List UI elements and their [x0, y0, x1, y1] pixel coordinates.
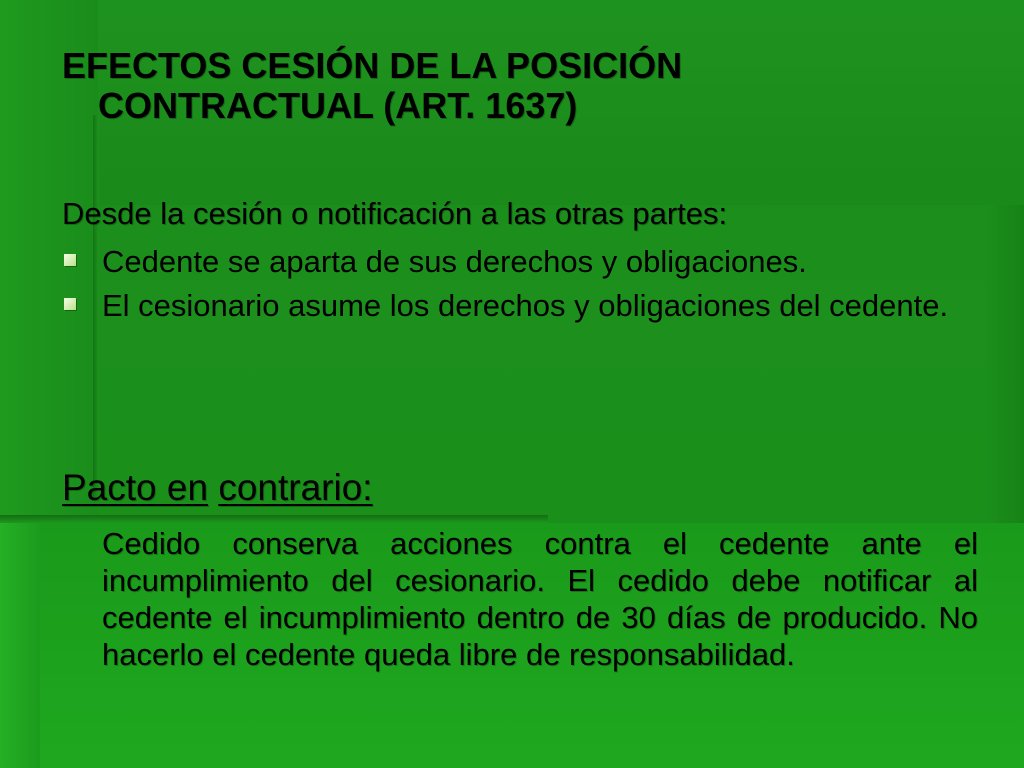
slide-title-line1: EFECTOS CESIÓN DE LA POSICIÓN: [62, 45, 683, 86]
bullet-text: El cesionario asume los derechos y obligaciones del cedente.: [102, 288, 949, 323]
list-item: [62, 244, 962, 280]
background-right-strip: [985, 205, 1024, 525]
square-bullet-icon: [64, 298, 76, 310]
slide-title: [62, 46, 962, 126]
background-lower-left-panel: [0, 523, 40, 768]
pacto-heading: [62, 466, 762, 510]
bullet-list: [62, 244, 962, 332]
pacto-heading-word1: Pacto en: [62, 467, 209, 508]
background-horizontal-line: [0, 515, 548, 523]
body-paragraph: Cedido conserva acciones contra el cedente ante el incumplimiento del cesionario. El cedido debe notificar al cedente el incumplimiento dentro de 30 días de producido. No hacerlo el cedente queda libre de responsabilidad.: [102, 526, 978, 672]
bullet-text: Cedente se aparta de sus derechos y obligaciones.: [102, 244, 807, 279]
slide-title-line2: CONTRACTUAL (ART. 1637): [98, 85, 578, 126]
list-item: [62, 288, 962, 324]
intro-text: Desde la cesión o notificación a las otras partes:: [62, 196, 728, 231]
square-bullet-icon: [64, 254, 76, 266]
pacto-heading-word2: contrario:: [218, 467, 373, 508]
